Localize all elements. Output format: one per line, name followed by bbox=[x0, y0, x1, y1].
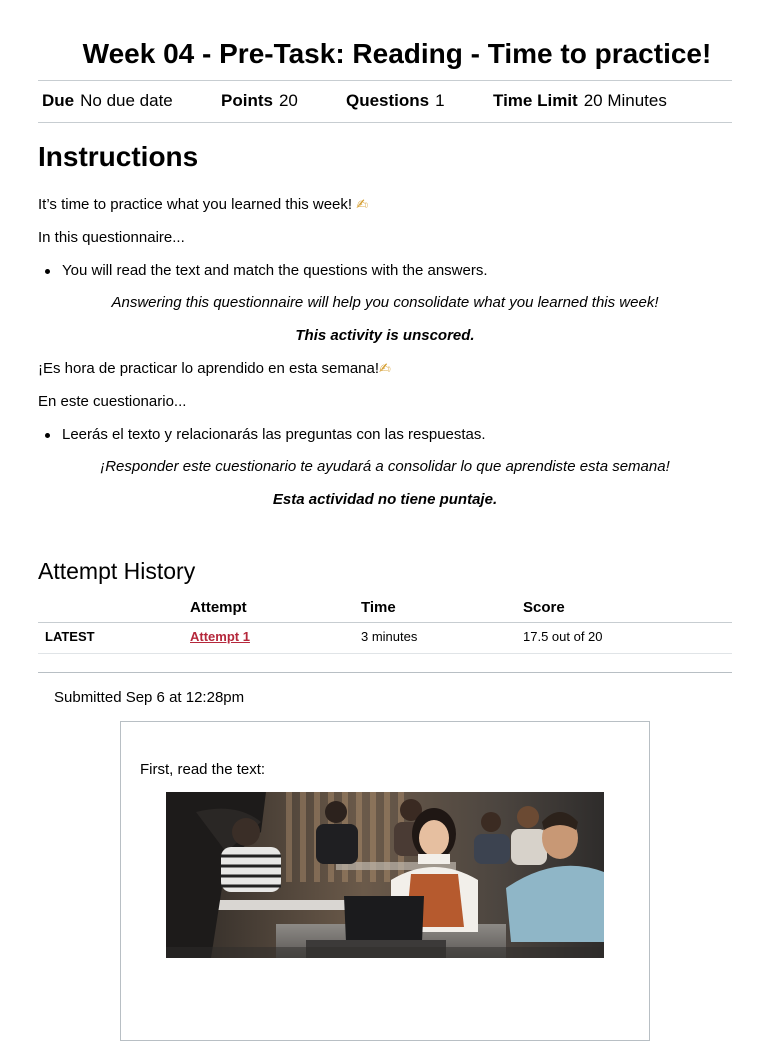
time-cell: 3 minutes bbox=[361, 629, 418, 644]
due-info bbox=[42, 81, 173, 121]
writing-hand-icon: ✍ bbox=[356, 197, 368, 213]
bullet-en-text: You will read the text and match the questions with the answers. bbox=[62, 262, 488, 279]
bullet-dot bbox=[45, 433, 50, 438]
questions-info bbox=[346, 81, 445, 121]
intro-en-text: It’s time to practice what you learned this week! bbox=[38, 196, 353, 213]
column-header-time: Time bbox=[361, 599, 396, 616]
classroom-photo bbox=[166, 792, 604, 958]
table-header bbox=[38, 596, 732, 623]
score-cell: 17.5 out of 20 bbox=[523, 629, 603, 644]
instructions-intro-es bbox=[38, 359, 391, 379]
quiz-meta-bar bbox=[38, 80, 732, 123]
submitted-timestamp: Submitted Sep 6 at 12:28pm bbox=[54, 689, 245, 706]
points-label: Points bbox=[221, 91, 273, 110]
table-row bbox=[38, 623, 732, 654]
time-limit-value: 20 Minutes bbox=[583, 91, 667, 110]
writing-hand-icon: ✍ bbox=[379, 361, 391, 377]
questions-value: 1 bbox=[435, 91, 445, 110]
list-item bbox=[62, 261, 488, 281]
attempt-1-link[interactable]: Attempt 1 bbox=[190, 629, 250, 644]
bullet-es-text: Leerás el texto y relacionarás las preguntas con las respuestas. bbox=[62, 426, 486, 443]
due-value: No due date bbox=[80, 91, 173, 110]
intro-es-text: ¡Es hora de practicar lo aprendido en esta semana! bbox=[38, 360, 380, 377]
list-item bbox=[62, 425, 486, 445]
points-value: 20 bbox=[278, 91, 298, 110]
instructions-lead-es: En este cuestionario... bbox=[38, 393, 187, 410]
bullet-dot bbox=[45, 269, 50, 274]
due-label: Due bbox=[42, 91, 75, 110]
column-header-attempt: Attempt bbox=[190, 599, 247, 616]
column-header-score: Score bbox=[523, 599, 565, 616]
questions-label: Questions bbox=[346, 91, 430, 110]
time-limit-label: Time Limit bbox=[493, 91, 578, 110]
latest-badge: LATEST bbox=[45, 629, 95, 644]
unscored-es: Esta actividad no tiene puntaje. bbox=[272, 491, 498, 508]
instructions-heading: Instructions bbox=[38, 141, 199, 172]
benefit-en: Answering this questionnaire will help you consolidate what you learned this week! bbox=[111, 294, 659, 311]
benefit-es: ¡Responder este cuestionario te ayudará a consolidar lo que aprendiste esta semana! bbox=[100, 458, 670, 475]
instructions-intro-en bbox=[38, 195, 368, 215]
question-box bbox=[120, 721, 650, 1041]
question-prompt: First, read the text: bbox=[140, 761, 266, 778]
attempt-cell bbox=[190, 623, 250, 651]
unscored-en: This activity is unscored. bbox=[295, 327, 475, 344]
instructions-lead-en: In this questionnaire... bbox=[38, 229, 185, 246]
section-divider bbox=[38, 672, 732, 673]
points-info bbox=[221, 81, 298, 121]
time-limit-info bbox=[493, 81, 667, 121]
quiz-title: Week 04 - Pre-Task: Reading - Time to practice! bbox=[82, 38, 712, 69]
attempt-history-heading: Attempt History bbox=[38, 558, 196, 584]
